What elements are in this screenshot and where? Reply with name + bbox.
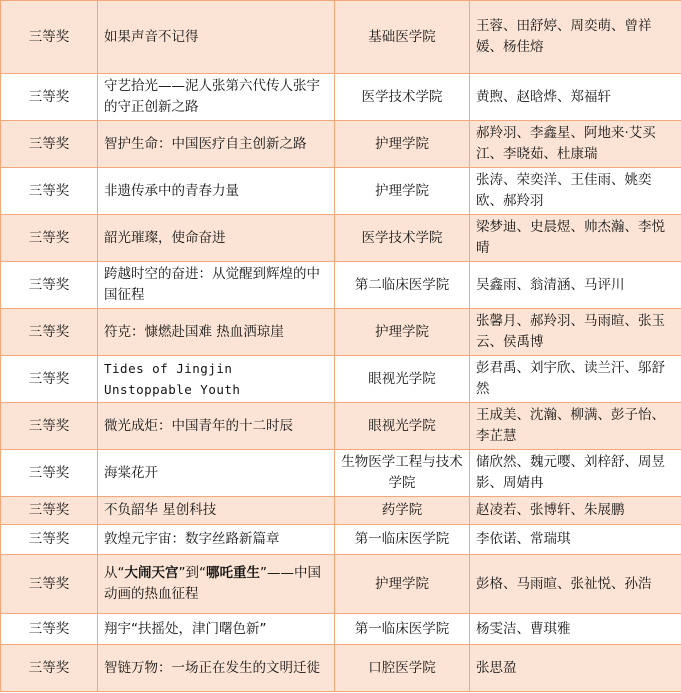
table-row: [1, 121, 681, 168]
table-row: [1, 497, 681, 525]
authors-cell: 杨雯洁、曹琪雅: [470, 614, 681, 645]
award-cell: 三等奖: [1, 497, 98, 525]
table-row: [1, 262, 681, 309]
school-cell: 基础医学院: [335, 1, 470, 74]
school-cell: 医学技术学院: [335, 215, 470, 262]
school-cell: 护理学院: [335, 121, 470, 168]
table-row: [1, 614, 681, 645]
award-cell: 三等奖: [1, 262, 98, 309]
school-cell: 眼视光学院: [335, 403, 470, 450]
title-part-emphasis: 大闹天宫: [124, 565, 179, 581]
table-row: [1, 525, 681, 555]
authors-cell: 梁梦迪、史晨煜、帅杰瀚、李悦晴: [470, 215, 681, 262]
authors-cell: 彭格、马雨暄、张祉悦、孙浩: [470, 555, 681, 614]
award-cell: 三等奖: [1, 450, 98, 497]
title-cell: 微光成炬：中国青年的十二时辰: [98, 403, 335, 450]
title-cell: 符克：慷燃赴国难 热血洒琼崖: [98, 309, 335, 356]
award-cell: 三等奖: [1, 614, 98, 645]
school-cell: 第一临床医学院: [335, 525, 470, 555]
table-row: [1, 645, 681, 692]
award-cell: 三等奖: [1, 645, 98, 692]
school-cell: 医学技术学院: [335, 74, 470, 121]
title-cell: 智护生命：中国医疗自主创新之路: [98, 121, 335, 168]
title-part: ”——中国动画的热血征程: [104, 565, 321, 602]
title-cell: 翔宇“扶摇处，津门曙色新”: [98, 614, 335, 645]
authors-cell: 张思盈: [470, 645, 681, 692]
title-part: 从“: [104, 565, 125, 581]
school-cell: 口腔医学院: [335, 645, 470, 692]
table-row: [1, 1, 681, 74]
school-cell: 药学院: [335, 497, 470, 525]
award-cell: 三等奖: [1, 1, 98, 74]
table-row: [1, 309, 681, 356]
authors-cell: 王成美、沈瀚、柳满、彭子怡、李芷慧: [470, 403, 681, 450]
table-row: [1, 450, 681, 497]
authors-cell: 赵凌若、张博轩、朱展鹏: [470, 497, 681, 525]
school-cell: 护理学院: [335, 309, 470, 356]
title-part-emphasis: 哪吒重生: [206, 565, 260, 581]
school-cell: 生物医学工程与技术学院: [335, 450, 470, 497]
table-row: [1, 356, 681, 403]
school-cell: 护理学院: [335, 555, 470, 614]
title-cell: Tides of Jingjin Unstoppable Youth: [98, 356, 335, 403]
award-cell: 三等奖: [1, 215, 98, 262]
title-cell: 跨越时空的奋进：从觉醒到辉煌的中国征程: [98, 262, 335, 309]
authors-cell: 储欣然、魏元嘤、刘梓舒、周昱影、周婧冉: [470, 450, 681, 497]
title-cell: 海棠花开: [98, 450, 335, 497]
authors-cell: 张涛、荣奕洋、王佳雨、姚奕欧、郝羚羽: [470, 168, 681, 215]
title-cell: [98, 555, 335, 614]
authors-cell: 郝羚羽、李鑫星、阿地来·艾买江、李晓茹、杜康瑞: [470, 121, 681, 168]
authors-cell: 张馨月、郝羚羽、马雨暄、张玉云、侯禹博: [470, 309, 681, 356]
award-cell: 三等奖: [1, 403, 98, 450]
table-row: [1, 74, 681, 121]
award-cell: 三等奖: [1, 74, 98, 121]
title-part: ”到“: [178, 565, 206, 581]
title-cell: 智链万物：一场正在发生的文明迁徙: [98, 645, 335, 692]
title-cell: 守艺拾光——泥人张第六代传人张宇的守正创新之路: [98, 74, 335, 121]
table-row: [1, 168, 681, 215]
school-cell: 眼视光学院: [335, 356, 470, 403]
authors-cell: 彭君禹、刘宇欣、读兰汗、邬舒然: [470, 356, 681, 403]
title-cell: 不负韶华 星创科技: [98, 497, 335, 525]
authors-cell: 吴鑫雨、翁清涵、马评川: [470, 262, 681, 309]
school-cell: 第二临床医学院: [335, 262, 470, 309]
school-cell: 第一临床医学院: [335, 614, 470, 645]
title-cell: 非遗传承中的青春力量: [98, 168, 335, 215]
title-cell: 敦煌元宇宙：数字丝路新篇章: [98, 525, 335, 555]
award-cell: 三等奖: [1, 168, 98, 215]
table-row: [1, 403, 681, 450]
authors-cell: 黄煦、赵晗烨、郑福轩: [470, 74, 681, 121]
table-row: [1, 215, 681, 262]
award-cell: 三等奖: [1, 555, 98, 614]
title-cell: 如果声音不记得: [98, 1, 335, 74]
award-cell: 三等奖: [1, 356, 98, 403]
school-cell: 护理学院: [335, 168, 470, 215]
table-row: [1, 555, 681, 614]
award-cell: 三等奖: [1, 309, 98, 356]
award-cell: 三等奖: [1, 121, 98, 168]
title-cell: 韶光璀璨，使命奋进: [98, 215, 335, 262]
authors-cell: 王蓉、田舒婷、周奕萌、曾祥媛、杨佳熔: [470, 1, 681, 74]
authors-cell: 李依诺、常瑞琪: [470, 525, 681, 555]
award-cell: 三等奖: [1, 525, 98, 555]
